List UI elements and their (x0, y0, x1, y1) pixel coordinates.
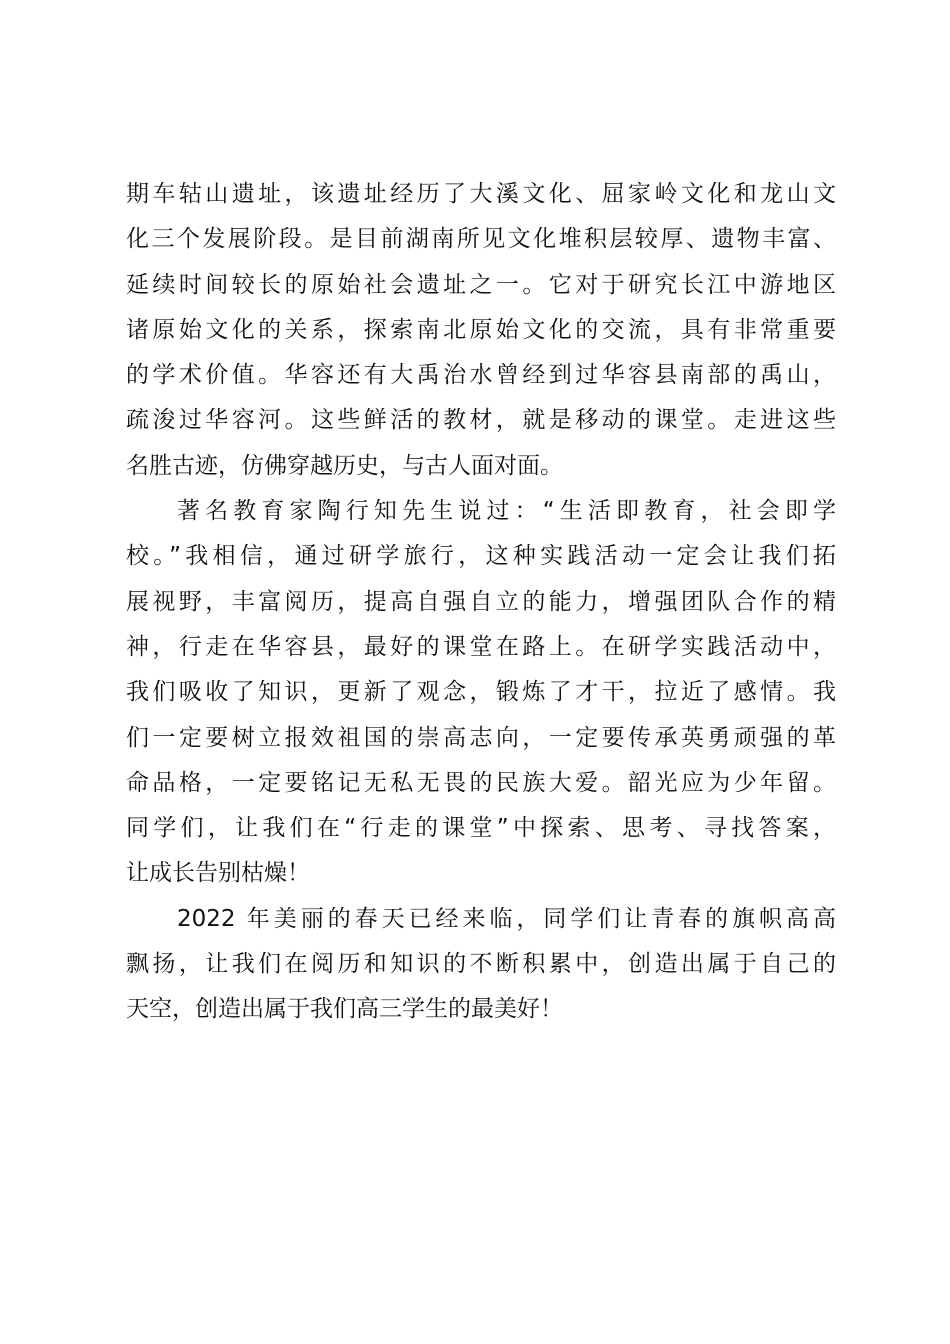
text-line: 化三个发展阶段。是目前湖南所见文化堆积层较厚、遗物丰富、 (126, 226, 836, 253)
text-line: 神，行走在华容县，最好的课堂在路上。在研学实践活动中， (126, 633, 836, 660)
text-line: 疏浚过华容河。这些鲜活的教材，就是移动的课堂。走进这些 (126, 407, 836, 434)
text-line: 命品格，一定要铭记无私无畏的民族大爱。韶光应为少年留。 (126, 769, 836, 796)
text-line: 校。”我相信，通过研学旅行，这种实践活动一定会让我们拓 (126, 543, 836, 570)
text-line: 天空，创造出属于我们高三学生的最美好！ (126, 996, 563, 1023)
text-line: 让成长告别枯燥！ (126, 860, 310, 887)
text-line: 飘扬，让我们在阅历和知识的不断积累中，创造出属于自己的 (126, 951, 836, 978)
text-line: 延续时间较长的原始社会遗址之一。它对于研究长江中游地区 (126, 271, 836, 298)
text-line: 期车轱山遗址，该遗址经历了大溪文化、屈家岭文化和龙山文 (126, 181, 836, 207)
text-line: 著名教育家陶行知先生说过：“生活即教育，社会即学 (177, 498, 836, 525)
text-line: 名胜古迹，仿佛穿越历史，与古人面对面。 (126, 452, 563, 479)
text-line: 的学术价值。华容还有大禹治水曾经到过华容县南部的禹山， (126, 362, 836, 389)
text-line: 诸原始文化的关系，探索南北原始文化的交流，具有非常重要 (126, 316, 836, 343)
text-line: 们一定要树立报效祖国的崇高志向，一定要传承英勇顽强的革 (126, 724, 836, 751)
paragraph-2 (126, 489, 836, 897)
paragraph-1 (126, 172, 836, 489)
text-line: 展视野，丰富阅历，提高自强自立的能力，增强团队合作的精 (126, 588, 836, 615)
text-line: 2022 年美丽的春天已经来临，同学们让青春的旗帜高高 (177, 905, 836, 932)
text-line: 我们吸收了知识，更新了观念，锻炼了才干，拉近了感情。我 (126, 679, 836, 706)
text-line: 同学们，让我们在“行走的课堂”中探索、思考、寻找答案， (126, 815, 836, 842)
body-text (126, 172, 836, 1033)
paragraph-3 (126, 897, 836, 1033)
